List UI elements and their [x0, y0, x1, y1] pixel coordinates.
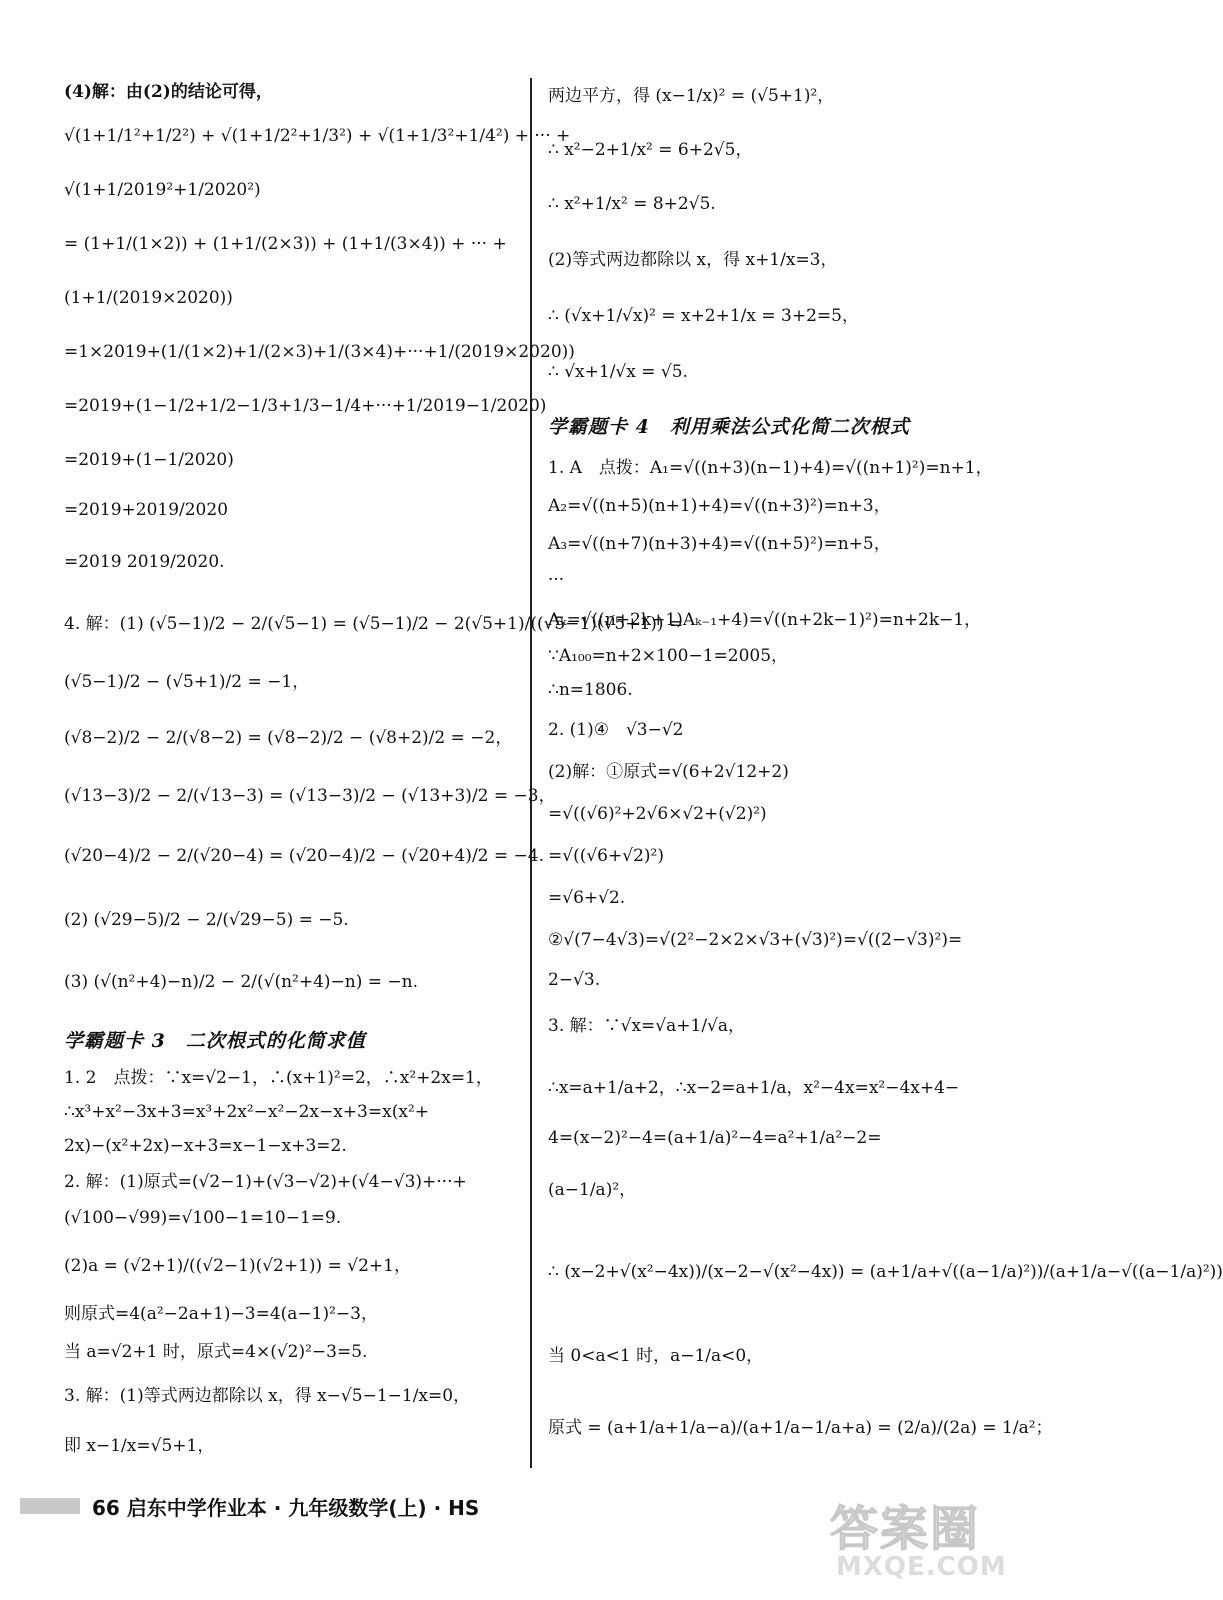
left-line: 2x)−(x²+2x)−x+3=x−1−x+3=2.: [64, 1136, 347, 1156]
right-line: ∴ x²−2+1/x² = 6+2√5，: [548, 140, 753, 160]
right-line: ∴ x²+1/x² = 8+2√5.: [548, 194, 716, 214]
left-line: 3. 解：(1)等式两边都除以 x，得 x−√5−1−1/x=0，: [64, 1386, 471, 1406]
left-line: (√13−3)/2 − 2/(√13−3) = (√13−3)/2 − (√13+3)/2 = −3，: [64, 786, 556, 806]
left-line: (3) (√(n²+4)−n)/2 − 2/(√(n²+4)−n) = −n.: [64, 972, 419, 992]
left-line: =2019 2019/2020.: [64, 552, 225, 572]
right-line: 3. 解：∵√x=√a+1/√a，: [548, 1016, 746, 1036]
watermark-logo: 答案圈: [830, 1501, 981, 1557]
right-line: 两边平方，得 (x−1/x)² = (√5+1)²，: [548, 86, 835, 106]
left-line: (2) (√29−5)/2 − 2/(√29−5) = −5.: [64, 910, 349, 930]
page-number: 66: [92, 1496, 120, 1520]
section-title-4: 学霸题卡 4 利用乘法公式化简二次根式: [548, 416, 910, 438]
right-line: Aₖ=√((n+2k+1)Aₖ₋₁+4)=√((n+2k−1)²)=n+2k−1，: [548, 610, 982, 630]
right-line: ∴ (√x+1/√x)² = x+2+1/x = 3+2=5，: [548, 306, 859, 326]
left-line: (√8−2)/2 − 2/(√8−2) = (√8−2)/2 − (√8+2)/2 = −2，: [64, 728, 513, 748]
left-line: (√5−1)/2 − (√5+1)/2 = −1，: [64, 672, 310, 692]
left-line: 1. 2 点拨：∵x=√2−1，∴(x+1)²=2，∴x²+2x=1，: [64, 1068, 493, 1088]
right-line: ∴x=a+1/a+2，∴x−2=a+1/a，x²−4x=x²−4x+4−: [548, 1078, 960, 1098]
left-line: 则原式=4(a²−2a+1)−3=4(a−1)²−3，: [64, 1304, 378, 1324]
left-line: √(1+1/2019²+1/2020²): [64, 180, 261, 200]
left-line: =1×2019+(1/(1×2)+1/(2×3)+1/(3×4)+···+1/(2019×2020)): [64, 342, 575, 362]
right-line: (2)解：①原式=√(6+2√12+2): [548, 762, 789, 782]
right-line: =√((√6+√2)²): [548, 846, 664, 866]
left-line: (4)解：由(2)的结论可得，: [64, 82, 273, 102]
right-line: 原式 = (a+1/a+1/a−a)/(a+1/a−1/a+a) = (2/a)/(2a) = 1/a²；: [548, 1418, 1053, 1438]
left-line: =2019+(1−1/2+1/2−1/3+1/3−1/4+···+1/2019−1/2020): [64, 396, 547, 416]
left-line: (√100−√99)=√100−1=10−1=9.: [64, 1208, 342, 1228]
watermark: [830, 1490, 1010, 1590]
left-line: 当 a=√2+1 时，原式=4×(√2)²−3=5.: [64, 1342, 368, 1362]
left-line: 即 x−1/x=√5+1，: [64, 1436, 215, 1456]
right-line: 2−√3.: [548, 970, 601, 990]
left-line: √(1+1/1²+1/2²) + √(1+1/2²+1/3²) + √(1+1/3²+1/4²) + ··· +: [64, 126, 571, 146]
right-line: (2)等式两边都除以 x，得 x+1/x=3，: [548, 250, 838, 270]
right-line: =√((√6)²+2√6×√2+(√2)²): [548, 804, 767, 824]
left-line: (√20−4)/2 − 2/(√20−4) = (√20−4)/2 − (√20+4)/2 = −4.: [64, 846, 545, 866]
left-line: =2019+2019/2020: [64, 500, 229, 520]
left-line: 2. 解：(1)原式=(√2−1)+(√3−√2)+(√4−√3)+···+: [64, 1172, 467, 1192]
right-line: ∴ (x−2+√(x²−4x))/(x−2−√(x²−4x)) = (a+1/a+√((a−1/a)²))/(a+1/a−√((a−1/a)²)): [548, 1262, 1223, 1282]
book-title: 启东中学作业本 · 九年级数学(上) · HS: [126, 1496, 480, 1520]
left-line: (1+1/(2019×2020)): [64, 288, 233, 308]
right-line: =√6+√2.: [548, 888, 626, 908]
column-divider: [530, 78, 532, 1468]
right-line: A₃=√((n+7)(n+3)+4)=√((n+5)²)=n+5，: [548, 534, 891, 554]
left-line: = (1+1/(1×2)) + (1+1/(2×3)) + (1+1/(3×4)) + ··· +: [64, 234, 507, 254]
right-line: ···: [548, 570, 565, 590]
right-line: 4=(x−2)²−4=(a+1/a)²−4=a²+1/a²−2=: [548, 1128, 882, 1148]
right-line: A₂=√((n+5)(n+1)+4)=√((n+3)²)=n+3，: [548, 496, 891, 516]
right-line: 1. A 点拨：A₁=√((n+3)(n−1)+4)=√((n+1)²)=n+1，: [548, 458, 993, 478]
left-line: 4. 解：(1) (√5−1)/2 − 2/(√5−1) = (√5−1)/2 − 2(√5+1)/((√5−1)(√5+1)) =: [64, 614, 684, 634]
right-line: ②√(7−4√3)=√(2²−2×2×√3+(√3)²)=√((2−√3)²)=: [548, 930, 963, 950]
right-line: ∵A₁₀₀=n+2×100−1=2005，: [548, 646, 789, 666]
right-line: 当 0<a<1 时，a−1/a<0，: [548, 1346, 764, 1366]
section-title-3: 学霸题卡 3 二次根式的化简求值: [64, 1030, 366, 1052]
right-line: 2. (1)④ √3−√2: [548, 720, 684, 740]
right-line: ∴ √x+1/√x = √5.: [548, 362, 688, 382]
right-line: ∴n=1806.: [548, 680, 633, 700]
footer-bar: [20, 1498, 80, 1514]
watermark-url: MXQE.COM: [836, 1552, 1007, 1582]
left-line: (2)a = (√2+1)/((√2−1)(√2+1)) = √2+1，: [64, 1256, 411, 1276]
footer-text: [92, 1492, 479, 1521]
left-line: ∴x³+x²−3x+3=x³+2x²−x²−2x−x+3=x(x²+: [64, 1102, 429, 1122]
right-line: (a−1/a)²，: [548, 1180, 637, 1200]
left-line: =2019+(1−1/2020): [64, 450, 234, 470]
